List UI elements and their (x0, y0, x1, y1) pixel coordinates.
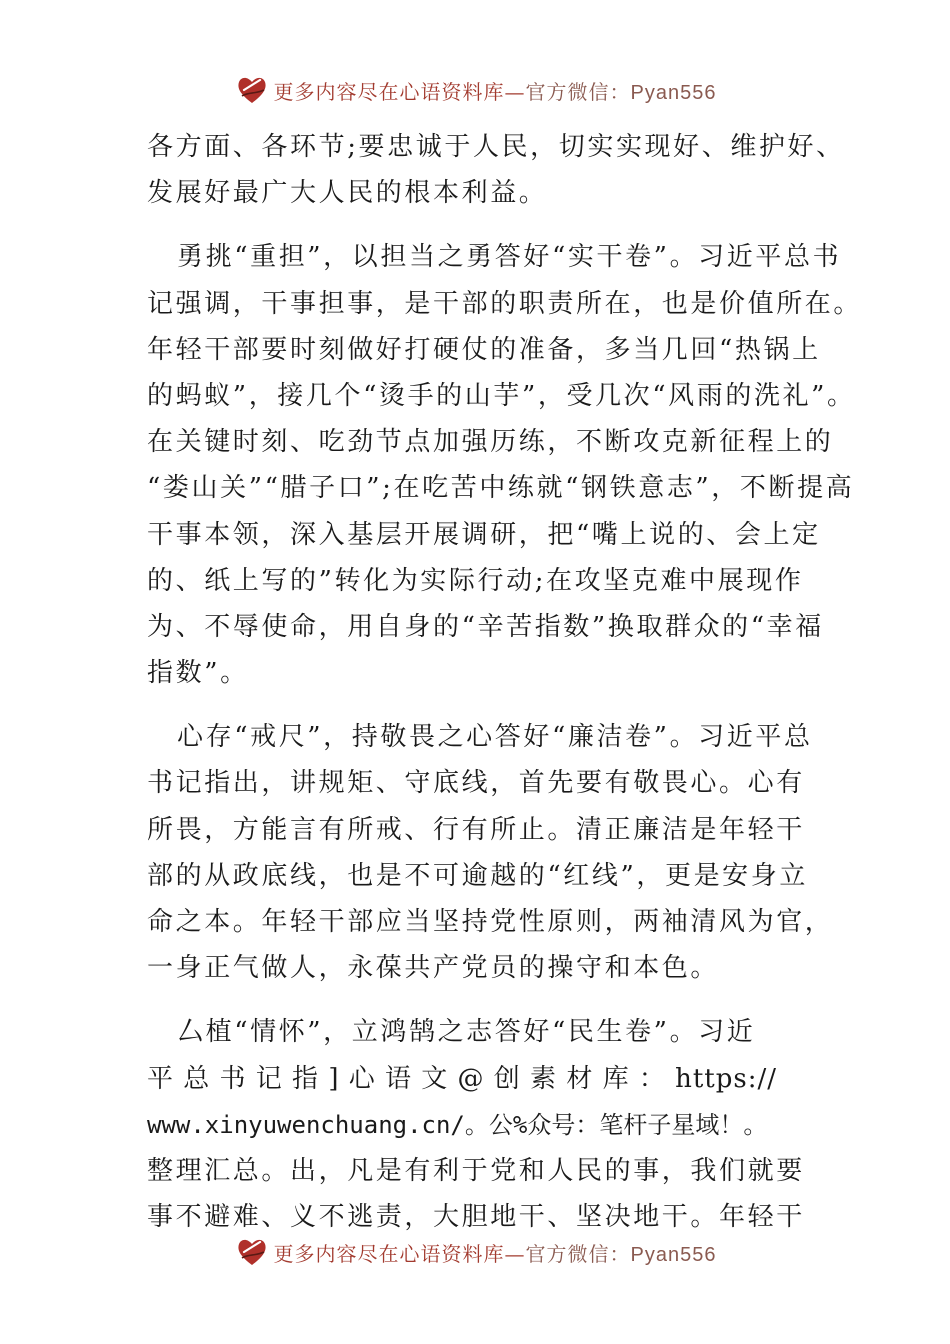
text-line: 指数”。 (147, 658, 249, 689)
text-line: 心存“戒尺”，持敬畏之心答好“廉洁卷”。习近平总 (177, 722, 813, 753)
footer-banner-sep: — (504, 1241, 526, 1266)
paragraph-3 (147, 714, 834, 991)
header-banner-text (274, 76, 717, 105)
paragraph-2 (147, 234, 863, 696)
text-line: 勇挑“重担”，以担当之勇答好“实干卷”。习近平总书 (177, 242, 842, 273)
text-line: 整理汇总。出，凡是有利于党和人民的事，我们就要 (147, 1155, 805, 1186)
footer-banner-text (274, 1238, 717, 1267)
footer-banner (0, 1232, 950, 1272)
footer-banner-wechat: 官方微信：Pyan556 (525, 1243, 717, 1266)
text-line: 书记指出，讲规矩、守底线，首先要有敬畏心。心有 (147, 768, 805, 799)
text-line: 命之本。年轻干部应当坚持党性原则，两袖清风为官， (147, 907, 834, 937)
text-line: 各方面、各环节;要忠诚于人民，切实实现好、维护好、 (147, 132, 845, 162)
text-line: 事不避难、义不逃责，大胆地干、坚决地干。年轻干 (147, 1202, 805, 1233)
paragraph-4 (147, 1009, 827, 1240)
text-line: 在关键时刻、吃劲节点加强历练，不断攻克新征程上的 (147, 427, 834, 458)
document-body (147, 124, 863, 1240)
text-line: 厶植“情怀”，立鸿鹄之志答好“民生卷”。习近 (177, 1017, 756, 1048)
text-line: 发展好最广大人民的根本利益。 (147, 178, 548, 209)
header-banner-main: 更多内容尽在心语资料库 (273, 79, 505, 104)
text-line: 一身正气做人，永葆共产党员的操守和本色。 (147, 953, 720, 984)
paragraph-1 (147, 124, 845, 216)
text-line: 的、纸上写的”转化为实际行动;在攻坚克难中展现作 (147, 565, 804, 596)
text-line: 干事本领，深入基层开展调研，把“嘴上说的、会上定 (147, 519, 821, 550)
header-banner-wechat: 官方微信：Pyan556 (525, 81, 717, 104)
text-line: 部的从政底线，也是不可逾越的“红线”，更是安身立 (147, 860, 808, 891)
text-line: 所畏，方能言有所戒、行有所止。清正廉洁是年轻干 (147, 814, 805, 845)
text-line: 的蚂蚁”，接几个“烫手的山芋”，受几次“风雨的洗礼”。 (147, 380, 856, 411)
text-line: www.xinyuwenchuang.cn/。公%众号：笔杆子星域！。 (147, 1110, 768, 1139)
text-line: 为、不辱使命，用自身的“辛苦指数”换取群众的“幸福 (147, 611, 824, 642)
header-banner (0, 70, 950, 110)
text-line: 平 总 书 记 指 ] 心 语 文 @ 创 素 材 库 ： https:// (147, 1063, 778, 1094)
text-line: “娄山关”“腊子口”;在吃苦中练就“钢铁意志”，不断提高 (147, 473, 855, 504)
text-line: 记强调，干事担事，是干部的职责所在，也是价值所在。 (147, 288, 863, 319)
text-line: 年轻干部要时刻做好打硬仗的准备，多当几回“热锅上 (147, 334, 821, 365)
heart-pen-logo-icon (234, 72, 270, 108)
footer-banner-main: 更多内容尽在心语资料库 (273, 1241, 505, 1266)
heart-pen-logo-icon (234, 1234, 270, 1270)
header-banner-sep: — (504, 79, 526, 104)
